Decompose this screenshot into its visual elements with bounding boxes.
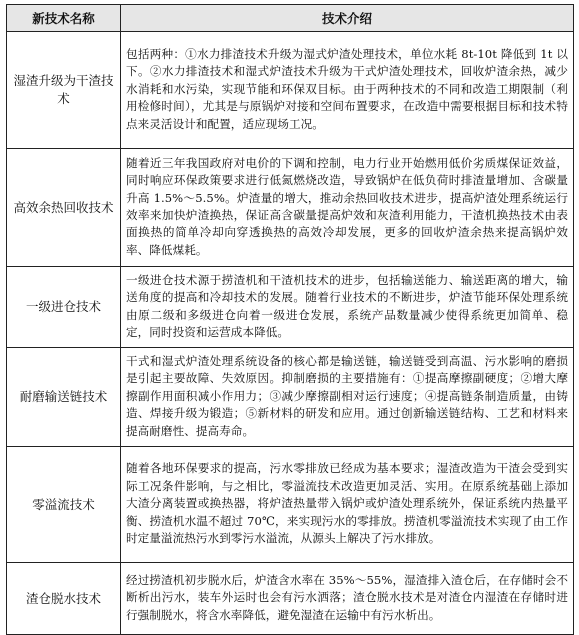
technology-table-page	[6, 4, 573, 622]
header-technology-description: 技术介绍	[121, 5, 574, 32]
technology-name-cell: 耐磨输送链技术	[7, 348, 121, 447]
table-row	[7, 32, 574, 149]
technology-name-cell: 高效余热回收技术	[7, 149, 121, 267]
technology-description-cell: 包括两种：①水力排渣技术升级为湿式炉渣处理技术，单位水耗 8t-10t 降低到 1t 以下。②水力排渣技术和湿式炉渣技术升级为干式炉渣处理技术，回收炉渣余热，减少水消耗和水污染，实现节能和环保双目标。由于两种技术的不同和改造工期限制（利用检修时间），尤其是与原锅炉对接和空间布置要求，在改造中需要根据目标和技术特点来灵活设计和配置，适应现场工况。	[121, 32, 574, 149]
technology-name-cell: 湿渣升级为干渣技术	[7, 32, 121, 149]
technology-description-cell: 经过捞渣机初步脱水后，炉渣含水率在 35%～55%，湿渣排入渣仓后，在存储时会不断析出污水，装车外运时也会有污水洒落；渣仓脱水技术是对渣仓内湿渣在存储时进行强制脱水，将含水率降低，避免湿渣在运输中有污水析出。	[121, 563, 574, 635]
table-row	[7, 447, 574, 563]
technology-description-cell: 随着近三年我国政府对电价的下调和控制，电力行业开始燃用低价劣质煤保证效益，同时响应环保政策要求进行低氮燃烧改造，导致锅炉在低负荷时排渣量增加、含碳量升高 1.5%～5.5%。炉渣量的增大，推动余热回收技术进步，提高炉渣处理系统运行效率来加快炉渣换热，保证高含碳量提高炉效和灰渣利用能力，干渣机换热技术由表面换热的简单冷却向穿透换热的高效冷却发展，更多的回收炉渣余热来提高锅炉效率、降低煤耗。	[121, 149, 574, 267]
technology-description-cell: 干式和湿式炉渣处理系统设备的核心都是输送链，输送链受到高温、污水影响的磨损是引起主要故障、失效原因。抑制磨损的主要措施有：①提高摩擦副硬度；②增大摩擦副作用面积减小作用力；③减少摩擦副相对运行速度；④提高链条制造质量，由铸造、焊接升级为锻造；⑤新材料的研发和应用。通过创新输送链结构、工艺和材料来提高耐磨性、提高寿命。	[121, 348, 574, 447]
table-header-row	[7, 5, 574, 32]
technology-description-cell: 一级进仓技术源于捞渣机和干渣机技术的进步，包括输送能力、输送距离的增大，输送角度的提高和冷却技术的发展。随着行业技术的不断进步，炉渣节能环保处理系统由原二级和多级进仓向着一级进仓发展，系统产品数量减少使得系统更加简单、稳定，同时投资和运营成本降低。	[121, 267, 574, 348]
technology-name-cell: 一级进仓技术	[7, 267, 121, 348]
technology-description-cell: 随着各地环保要求的提高，污水零排放已经成为基本要求；湿渣改造为干渣会受到实际工况条件影响，与之相比，零溢流技术改造更加灵活、实用。在原系统基础上添加大渣分离装置或换热器，将炉渣热量带入锅炉或炉渣处理系统外，保证系统内热量平衡、捞渣机水温不超过 70℃，来实现污水的零排放。捞渣机零溢流技术实现了由工作时定量溢流热污水到零污水溢流，从源头上解决了污水排放。	[121, 447, 574, 563]
table-row	[7, 563, 574, 635]
table-row	[7, 267, 574, 348]
new-technology-table	[6, 4, 574, 635]
technology-name-cell: 零溢流技术	[7, 447, 121, 563]
table-row	[7, 149, 574, 267]
table-row	[7, 348, 574, 447]
technology-name-cell: 渣仓脱水技术	[7, 563, 121, 635]
header-technology-name: 新技术名称	[7, 5, 121, 32]
